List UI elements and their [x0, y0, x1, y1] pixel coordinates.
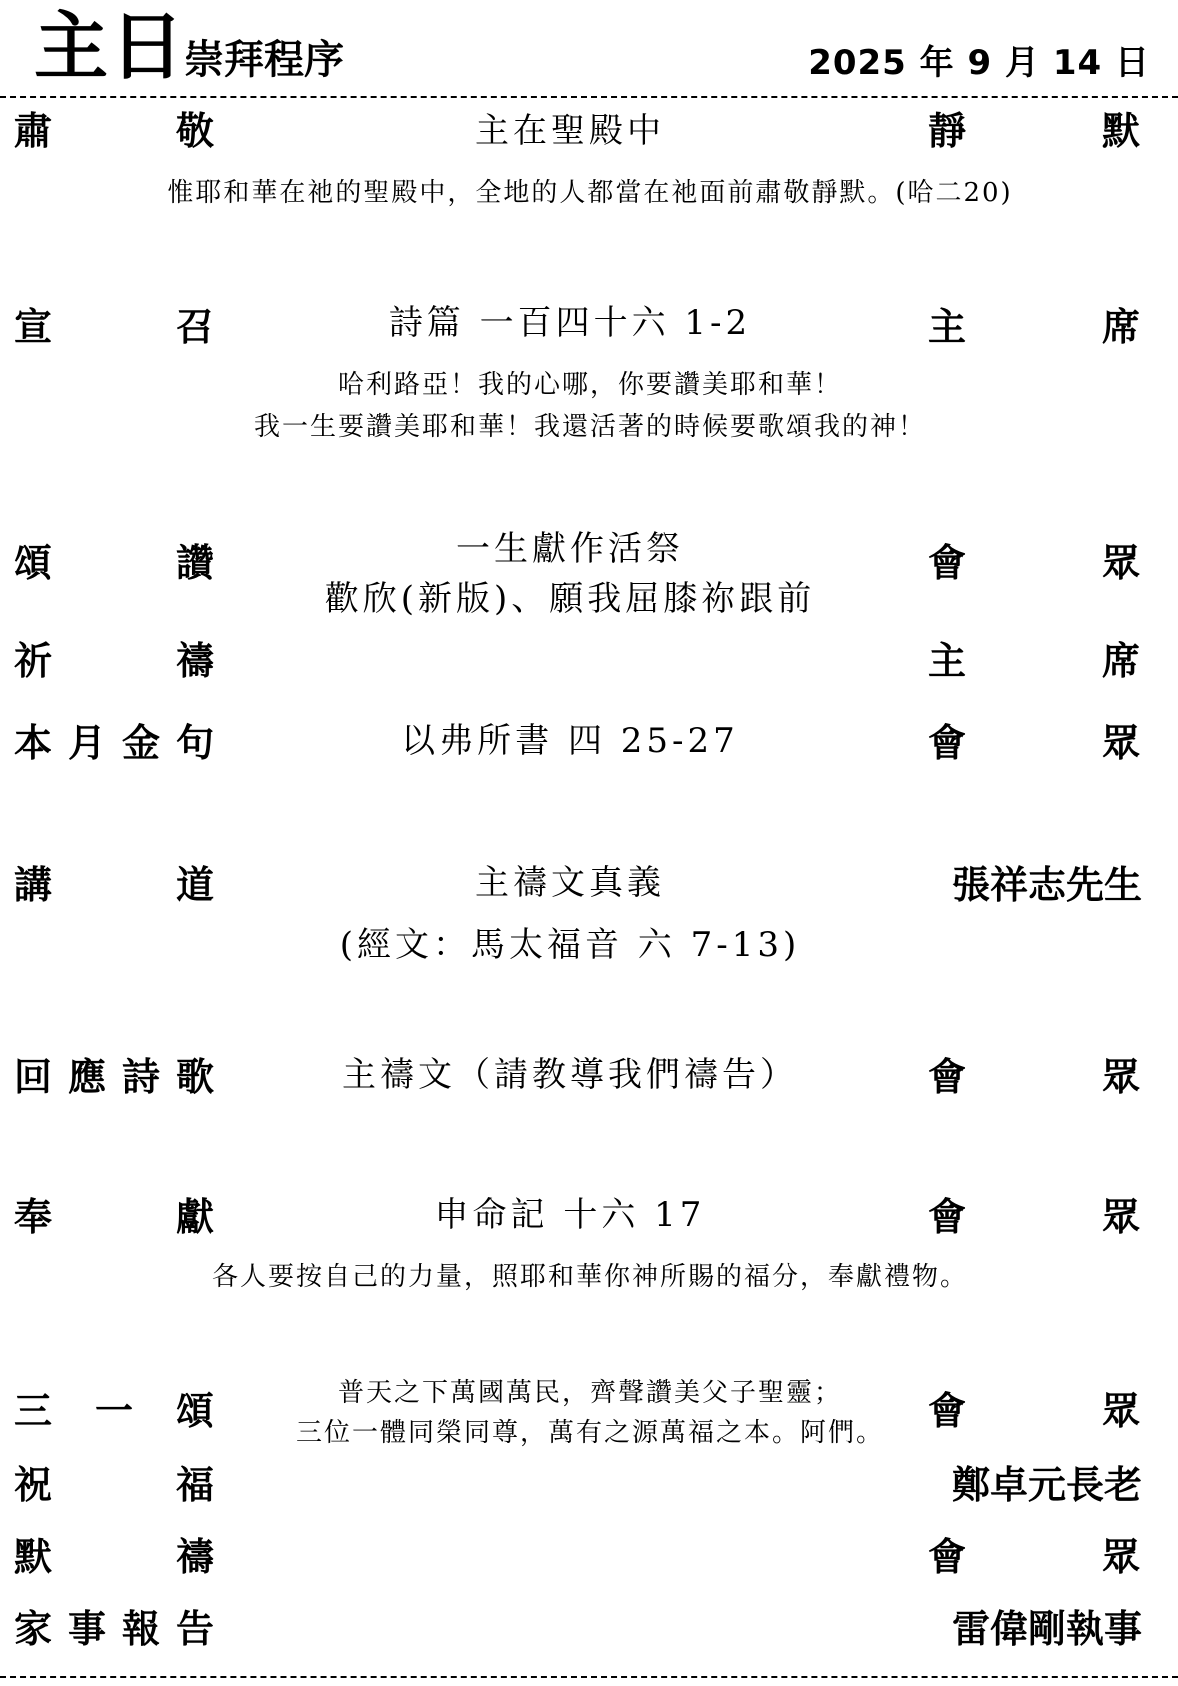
item-label: 默 禱	[14, 1535, 214, 1579]
item-label: 宣 召	[14, 305, 214, 349]
hymn-line: 歡欣(新版)、願我屈膝祢跟前	[324, 579, 816, 619]
elder-name: 鄭卓元長老	[951, 1463, 1142, 1507]
scripture-note: 惟耶和華在祂的聖殿中，全地的人都當在祂面前肅敬靜默。(哈二20)	[167, 178, 1013, 208]
item-content: 主禱文（請教導我們禱告）	[342, 1055, 798, 1095]
item-content: 以弗所書 四 25-27	[401, 721, 739, 761]
page-title: 主日	[34, 4, 186, 90]
footer-divider	[0, 1676, 1178, 1678]
item-label: 祝 福	[14, 1463, 214, 1507]
sermon-title: 主禱文真義	[475, 863, 665, 903]
item-person: 靜 默	[928, 109, 1140, 153]
scripture-note: 我一生要讚美耶和華！我還活著的時候要歌頌我的神！	[253, 412, 926, 442]
item-label: 家 事 報 告	[14, 1607, 214, 1651]
item-person: 主 席	[928, 639, 1140, 683]
item-label: 奉 獻	[14, 1195, 214, 1239]
item-person: 會 眾	[928, 1389, 1140, 1433]
item-person: 會 眾	[928, 721, 1140, 765]
service-date: 2025 年 9 月 14 日	[808, 43, 1150, 83]
doxology-line: 三位一體同榮同尊，萬有之源萬福之本。阿們。	[295, 1418, 884, 1448]
sermon-scripture: (經文：馬太福音 六 7-13)	[339, 925, 801, 965]
item-content: 詩篇 一百四十六 1-2	[388, 303, 752, 343]
item-person: 會 眾	[928, 1055, 1140, 1099]
item-content: 申命記 十六 17	[434, 1195, 706, 1235]
item-person: 會 眾	[928, 1535, 1140, 1579]
scripture-note: 各人要按自己的力量，照耶和華你神所賜的福分，奉獻禮物。	[211, 1262, 968, 1292]
deacon-name: 雷偉剛執事	[951, 1607, 1142, 1651]
item-person: 主 席	[928, 305, 1140, 349]
item-label: 回 應 詩 歌	[14, 1055, 214, 1099]
bulletin-header	[0, 0, 1178, 98]
item-label: 頌 讚	[14, 541, 214, 585]
item-label: 三 一 頌	[14, 1389, 214, 1433]
hymn-line: 一生獻作活祭	[456, 529, 684, 569]
item-label: 本 月 金 句	[14, 721, 214, 765]
scripture-note: 哈利路亞！我的心哪，你要讚美耶和華！	[337, 370, 842, 400]
preacher-name: 張祥志先生	[951, 863, 1142, 907]
item-person: 會 眾	[928, 1195, 1140, 1239]
page-subtitle: 崇拜程序	[184, 37, 344, 83]
item-label: 祈 禱	[14, 639, 214, 683]
header-divider	[0, 96, 1178, 98]
doxology-line: 普天之下萬國萬民，齊聲讚美父子聖靈；	[337, 1378, 842, 1408]
item-label: 講 道	[14, 863, 214, 907]
item-person: 會 眾	[928, 541, 1140, 585]
item-label: 肅 敬	[14, 109, 214, 153]
item-content: 主在聖殿中	[475, 111, 665, 151]
